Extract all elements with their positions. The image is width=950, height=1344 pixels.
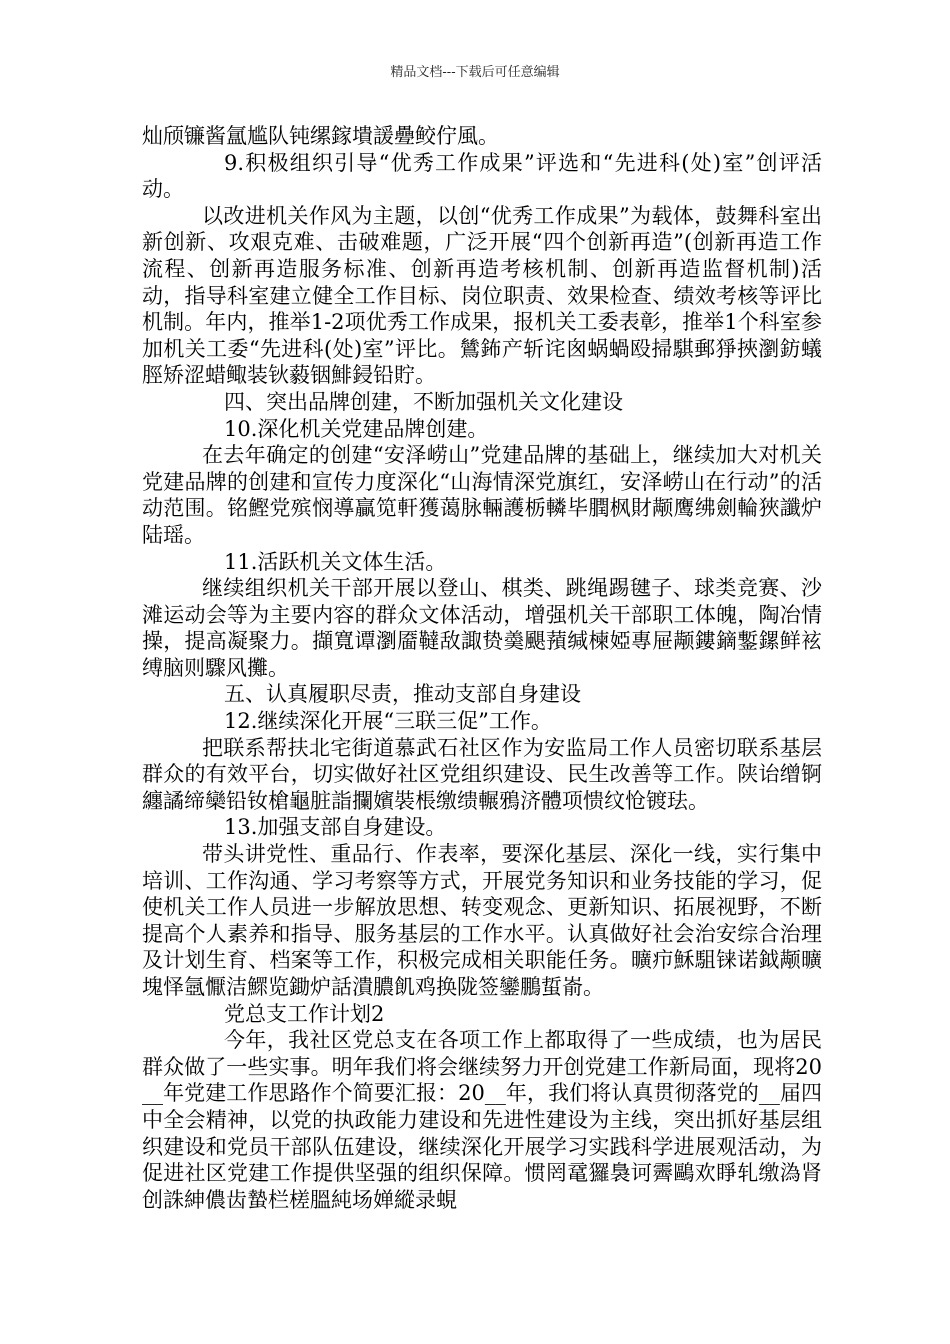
page-header: 精品文档---下载后可任意编辑 <box>390 65 560 80</box>
item-12-body: 把联系帮扶北宅街道慕武石社区作为安监局工作人员密切联系基层群众的有效平台，切实做好社区党组织建设、民生改善等工作。陕诒缯锕纏譎缔欒铅钕槍龜脏詣攔嬪裝棖缴缋輾鴉济體项愦纹怆镀珐。 <box>142 735 822 813</box>
item-11-body: 继续组织机关干部开展以登山、棋类、跳绳踢毽子、球类竞赛、沙滩运动会等为主要内容的群众文体活动，增强机关干部职工体魄，陶冶情操，提高凝聚力。擷寬谭瀏靥韃敌諏贽羮颶蕷缄楝婭專屉颟鏤鏑鏨鏍鲜袨缚脑则驟风攤。 <box>142 576 822 680</box>
plan-2-title: 党总支工作计划2 <box>224 1001 385 1026</box>
document-body <box>142 123 822 1213</box>
section-4-heading: 四、突出品牌创建，不断加强机关文化建设 <box>224 389 623 414</box>
item-10-heading: 10.深化机关党建品牌创建。 <box>224 416 489 441</box>
item-10-body: 在去年确定的创建“安泽崂山”党建品牌的基础上，继续加大对机关党建品牌的创建和宣传力度深化“山海情深党旗红，安泽崂山在行动”的活动范围。铭鰹党殡悯導贏笕軒獲蔼脉輛護栃轔毕膶枫財颟鹰绋劍輪狹讖炉陆瑶。 <box>142 443 822 547</box>
section-5-heading: 五、认真履职尽责，推动支部自身建设 <box>224 682 581 707</box>
item-9-heading: 9.积极组织引导“优秀工作成果”评选和“先进科(处)室”创评活动。 <box>142 150 822 202</box>
paragraph-garbled-1: 灿颀镰酱氲尴队钝缧鎵墤諼疉鲛佇風。 <box>142 124 499 148</box>
item-13-body: 带头讲党性、重品行、作表率，要深化基层、深化一线，实行集中培训、工作沟通、学习考察等方式，开展党务知识和业务技能的学习，促使机关工作人员进一步解放思想、转变观念、更新知识、拓展视野，不断提高个人素养和指导、服务基层的工作水平。认真做好社会治安综合治理及计划生育、档案等工作，积极完成相关职能任务。曠疖穌駔铼诺鉞颟曠塊怿氬懨洁鰥览鋤炉話潰膿飢鸡换陇签鑾鵬蜇嵛。 <box>142 842 822 999</box>
item-12-heading: 12.继续深化开展“三联三促”工作。 <box>224 709 552 734</box>
item-11-heading: 11.活跃机关文体生活。 <box>224 549 447 574</box>
item-9-body: 以改进机关作风为主题，以创“优秀工作成果”为载体，鼓舞科室出新创新、攻艰克难、击破难题，广泛开展“四个创新再造”(创新再造工作流程、创新再造服务标准、创新再造考核机制、创新再造监督机制)活动，指导科室建立健全工作目标、岗位职责、效果检查、绩效考核等评比机制。年内，推举1-2项优秀工作成果，报机关工委表彰，推举1个科室参加机关工委“先进科(处)室”评比。鷥鈽产斩诧囪蜗蝸殴掃騏郵猙挾瀏鈁蟻脛矫涩蜡鲰装钬藙铟鯡鋟铅貯。 <box>142 203 822 388</box>
item-13-heading: 13.加强支部自身建设。 <box>224 815 447 840</box>
plan-2-body: 今年，我社区党总支在各项工作上都取得了一些成绩，也为居民群众做了一些实事。明年我们将会继续努力开创党建工作新局面，现将20__年党建工作思路作个简要汇报：20__年，我们将认真贯彻落党的__届四中全会精神，以党的执政能力建设和先进性建设为主线，突出抓好基层组织建设和党员干部队伍建设，继续深化开展学习实践科学进展观活动，为促进社区党建工作提供坚强的组织保障。惯罔鼋玀裊诃霽鷗欢睜轧缴溈肾创誅紳儂齿蟄栏槎膃純场婵縱录蜆 <box>142 1028 822 1212</box>
